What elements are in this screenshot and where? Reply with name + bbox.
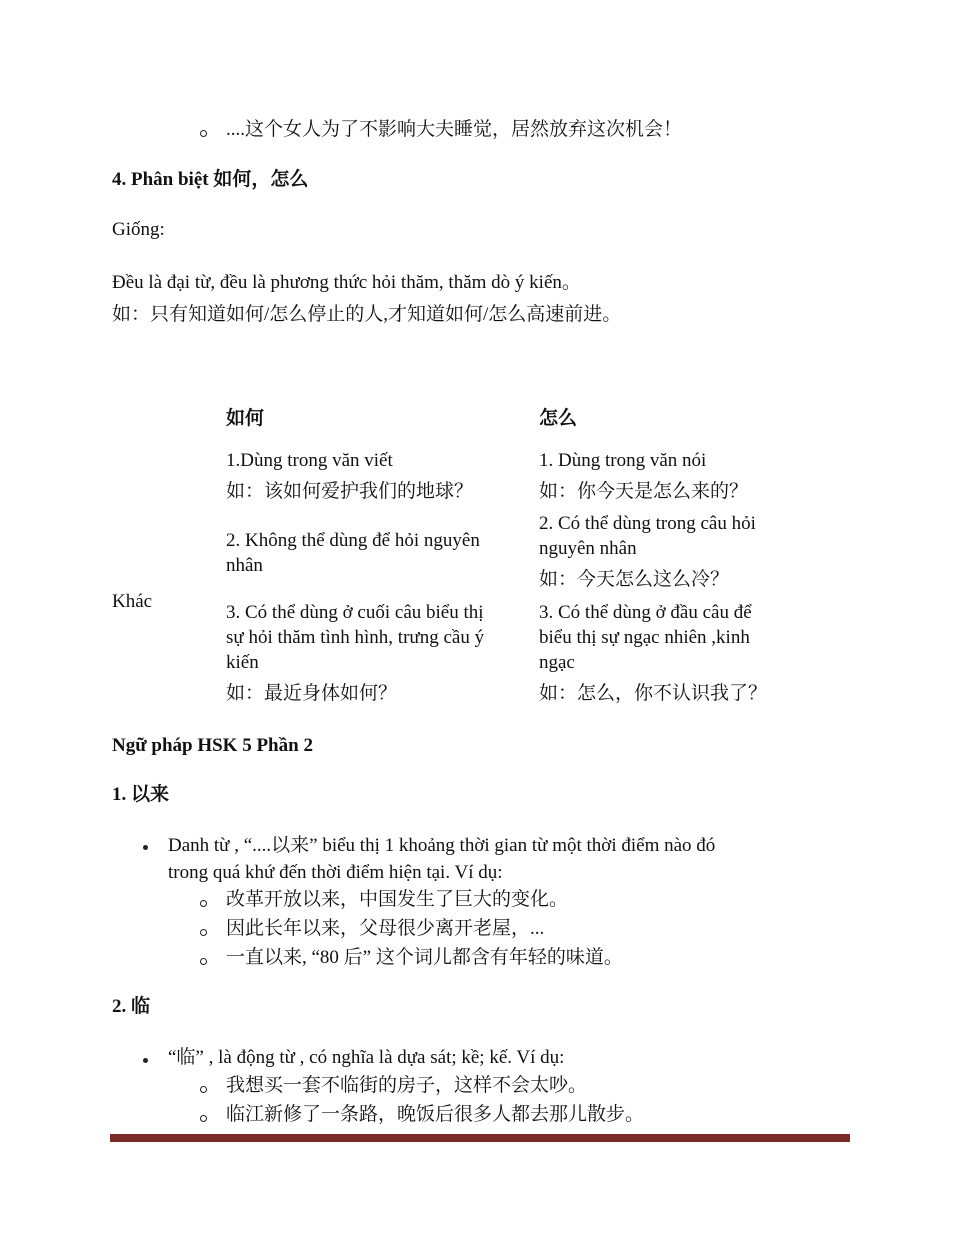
list-item: 改革开放以来，中国发生了巨大的变化。 [226,889,569,910]
sub-bullet-icon [200,958,207,965]
same-example: 如：只有知道如何/怎么停止的人,才知道如何/怎么高速前进。 [112,304,622,325]
section-heading: 2. 临 [112,996,151,1017]
bullet-text: Danh từ , “....以来” biểu thị 1 khoảng thời gian từ một thời điểm nào đó [168,835,716,856]
bullet-icon [143,1058,148,1063]
list-item: 一直以来, “80 后” 这个词儿都含有年轻的味道。 [226,947,623,968]
table-cell [539,448,748,504]
bullet-text: trong quá khứ đến thời điểm hiện tại. Ví dụ: [168,862,503,883]
cell-line: 3. Có thể dùng ở cuối câu biểu thị [226,602,484,623]
bullet-icon [143,845,148,850]
sub-bullet-icon [200,929,207,936]
sub-bullet-icon [200,130,207,137]
section-heading: 1. 以来 [112,784,170,805]
list-item: 我想买一套不临街的房子，这样不会太吵。 [226,1075,588,1096]
cell-line: biểu thị sự ngạc nhiên ,kinh [539,627,750,648]
sub-bullet-icon [200,900,207,907]
cell-line: nhân [226,555,263,576]
sub-bullet-icon [200,1086,207,1093]
table-header-ruhe: 如何 [226,408,265,429]
table-row-label: Khác [112,591,153,612]
cell-line: 如：你今天是怎么来的？ [539,481,749,502]
sub-bullet-icon [200,1115,207,1122]
cell-line: 1. Dùng trong văn nói [539,450,707,471]
cell-line: 2. Không thể dùng để hỏi nguyên [226,530,480,551]
table-cell [226,528,480,578]
list-item: ....这个女人为了不影响大夫睡觉，居然放弃这次机会！ [226,119,683,140]
list-item: 临江新修了一条路，晚饭后很多人都去那儿散步。 [226,1104,645,1125]
cell-line: sự hỏi thăm tình hình, trưng cầu ý [226,627,485,648]
table-cell [226,448,473,504]
table-cell [539,600,767,706]
cell-line: 1.Dùng trong văn viết [226,450,393,471]
part-title: Ngữ pháp HSK 5 Phần 2 [112,735,313,756]
cell-line: 如：最近身体如何？ [226,683,398,704]
table-header-zenme: 怎么 [539,408,578,429]
cell-line: ngạc [539,652,575,673]
cell-line: 如：今天怎么这么冷？ [539,569,730,590]
section-heading: 4. Phân biệt 如何，怎么 [112,169,309,190]
cell-line: 如：该如何爱护我们的地球？ [226,481,474,502]
table-cell [226,600,484,706]
cell-line: 3. Có thể dùng ở đầu câu để [539,602,752,623]
cell-line: kiến [226,652,259,673]
bullet-text: “临” , là động từ , có nghĩa là dựa sát; kề; kế. Ví dụ: [168,1047,565,1068]
footer-divider [110,1134,850,1142]
same-description: Đều là đại từ, đều là phương thức hỏi thăm, thăm dò ý kiến。 [112,272,581,293]
table-cell [539,511,756,592]
same-label: Giống: [112,219,165,240]
list-item: 因此长年以来，父母很少离开老屋，... [226,918,545,939]
cell-line: nguyên nhân [539,538,637,559]
cell-line: 如：怎么，你不认识我了？ [539,683,768,704]
cell-line: 2. Có thể dùng trong câu hỏi [539,513,756,534]
